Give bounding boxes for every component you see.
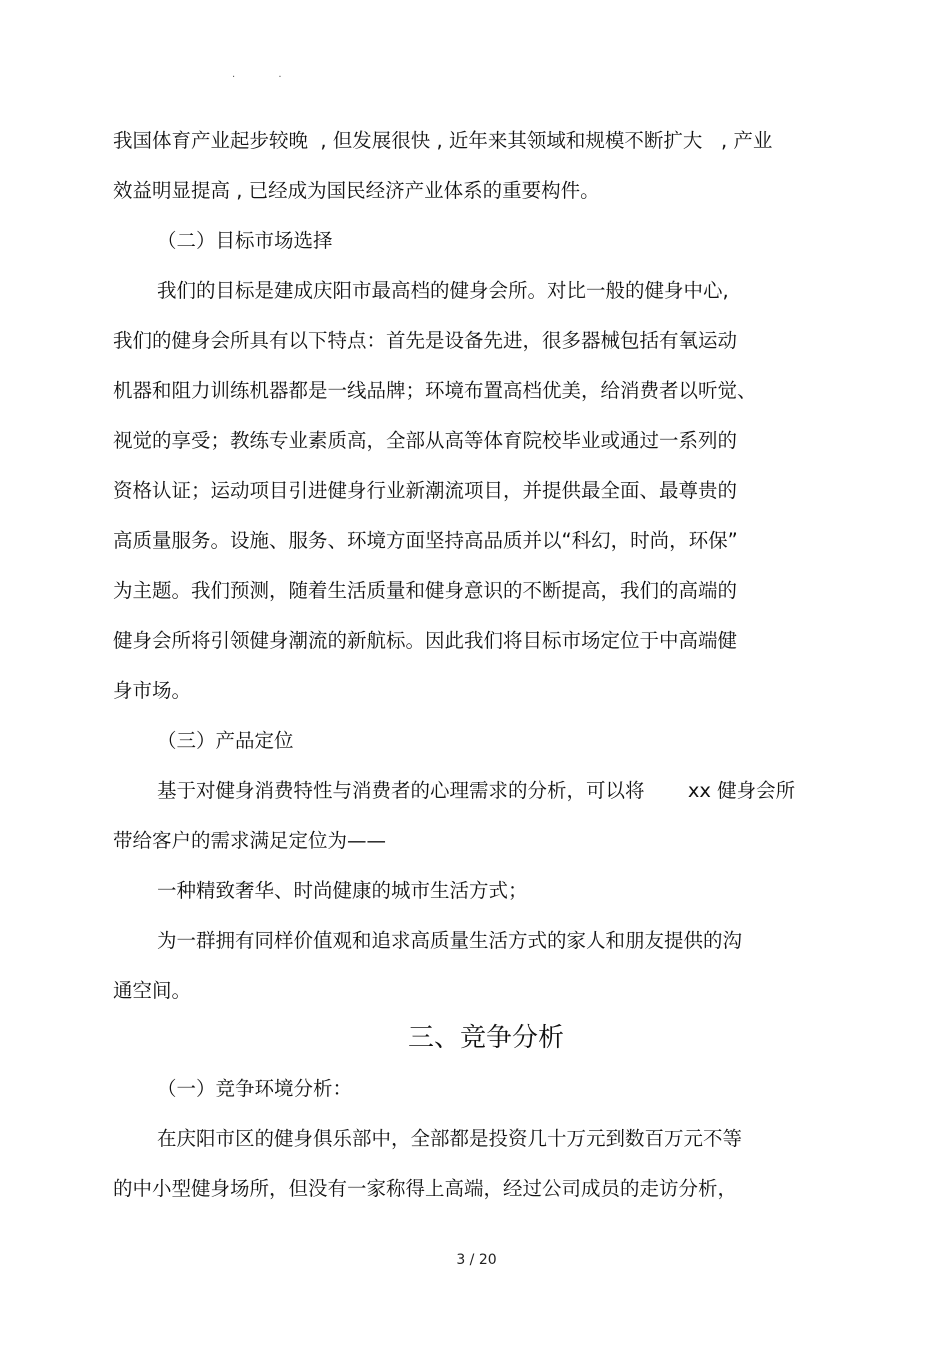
paragraph-line: 健身会所将引领健身潮流的新航标。因此我们将目标市场定位于中高端健 [113, 629, 738, 652]
paragraph-line: 的中小型健身场所，但没有一家称得上高端，经过公司成员的走访分析， [113, 1177, 738, 1200]
paragraph-line: 效益明显提高 , 已经成为国民经济产业体系的重要构件。 [113, 179, 600, 202]
paragraph-line: 一种精致奢华、时尚健康的城市生活方式； [157, 879, 528, 902]
paragraph-line: 带给客户的需求满足定位为—— [113, 829, 387, 852]
paragraph-line: 为主题。我们预测，随着生活质量和健身意识的不断提高，我们的高端的 [113, 579, 738, 602]
paragraph-line: 我们的目标是建成庆阳市最高档的健身会所。对比一般的健身中心, [157, 279, 729, 302]
paragraph-line: 资格认证；运动项目引进健身行业新潮流项目，并提供最全面、最尊贵的 [113, 479, 738, 502]
page-indicator: 3 / 20 [456, 1252, 497, 1268]
subheading-target-market: （二）目标市场选择 [157, 229, 333, 252]
paragraph-line: 通空间。 [113, 979, 192, 1002]
paragraph-line: 高质量服务。设施、服务、环境方面坚持高品质并以“科幻，时尚，环保” [113, 529, 738, 552]
header-marks: · · [232, 72, 302, 83]
subheading-product-positioning: （三）产品定位 [157, 729, 294, 752]
paragraph-line: 基于对健身消费特性与消费者的心理需求的分析，可以将 xx 健身会所 [157, 779, 796, 802]
subheading-competitive-environment: （一）竞争环境分析： [157, 1077, 353, 1100]
paragraph-line: 机器和阻力训练机器都是一线品牌；环境布置高档优美，给消费者以听觉、 [113, 379, 757, 402]
paragraph-line: 在庆阳市区的健身俱乐部中，全部都是投资几十万元到数百万元不等 [157, 1127, 743, 1150]
paragraph-line: 我们的健身会所具有以下特点：首先是设备先进，很多器械包括有氧运动 [113, 329, 738, 352]
paragraph-line: 身市场。 [113, 679, 192, 702]
section-heading: 三、竞争分析 [407, 1023, 564, 1053]
paragraph-line: 为一群拥有同样价值观和追求高质量生活方式的家人和朋友提供的沟 [157, 929, 743, 952]
paragraph-line: 我国体育产业起步较晚 , 但发展很快 , 近年来其领域和规模不断扩大 , 产业 [113, 129, 773, 152]
paragraph-line: 视觉的享受；教练专业素质高，全部从高等体育院校毕业或通过一系列的 [113, 429, 738, 452]
